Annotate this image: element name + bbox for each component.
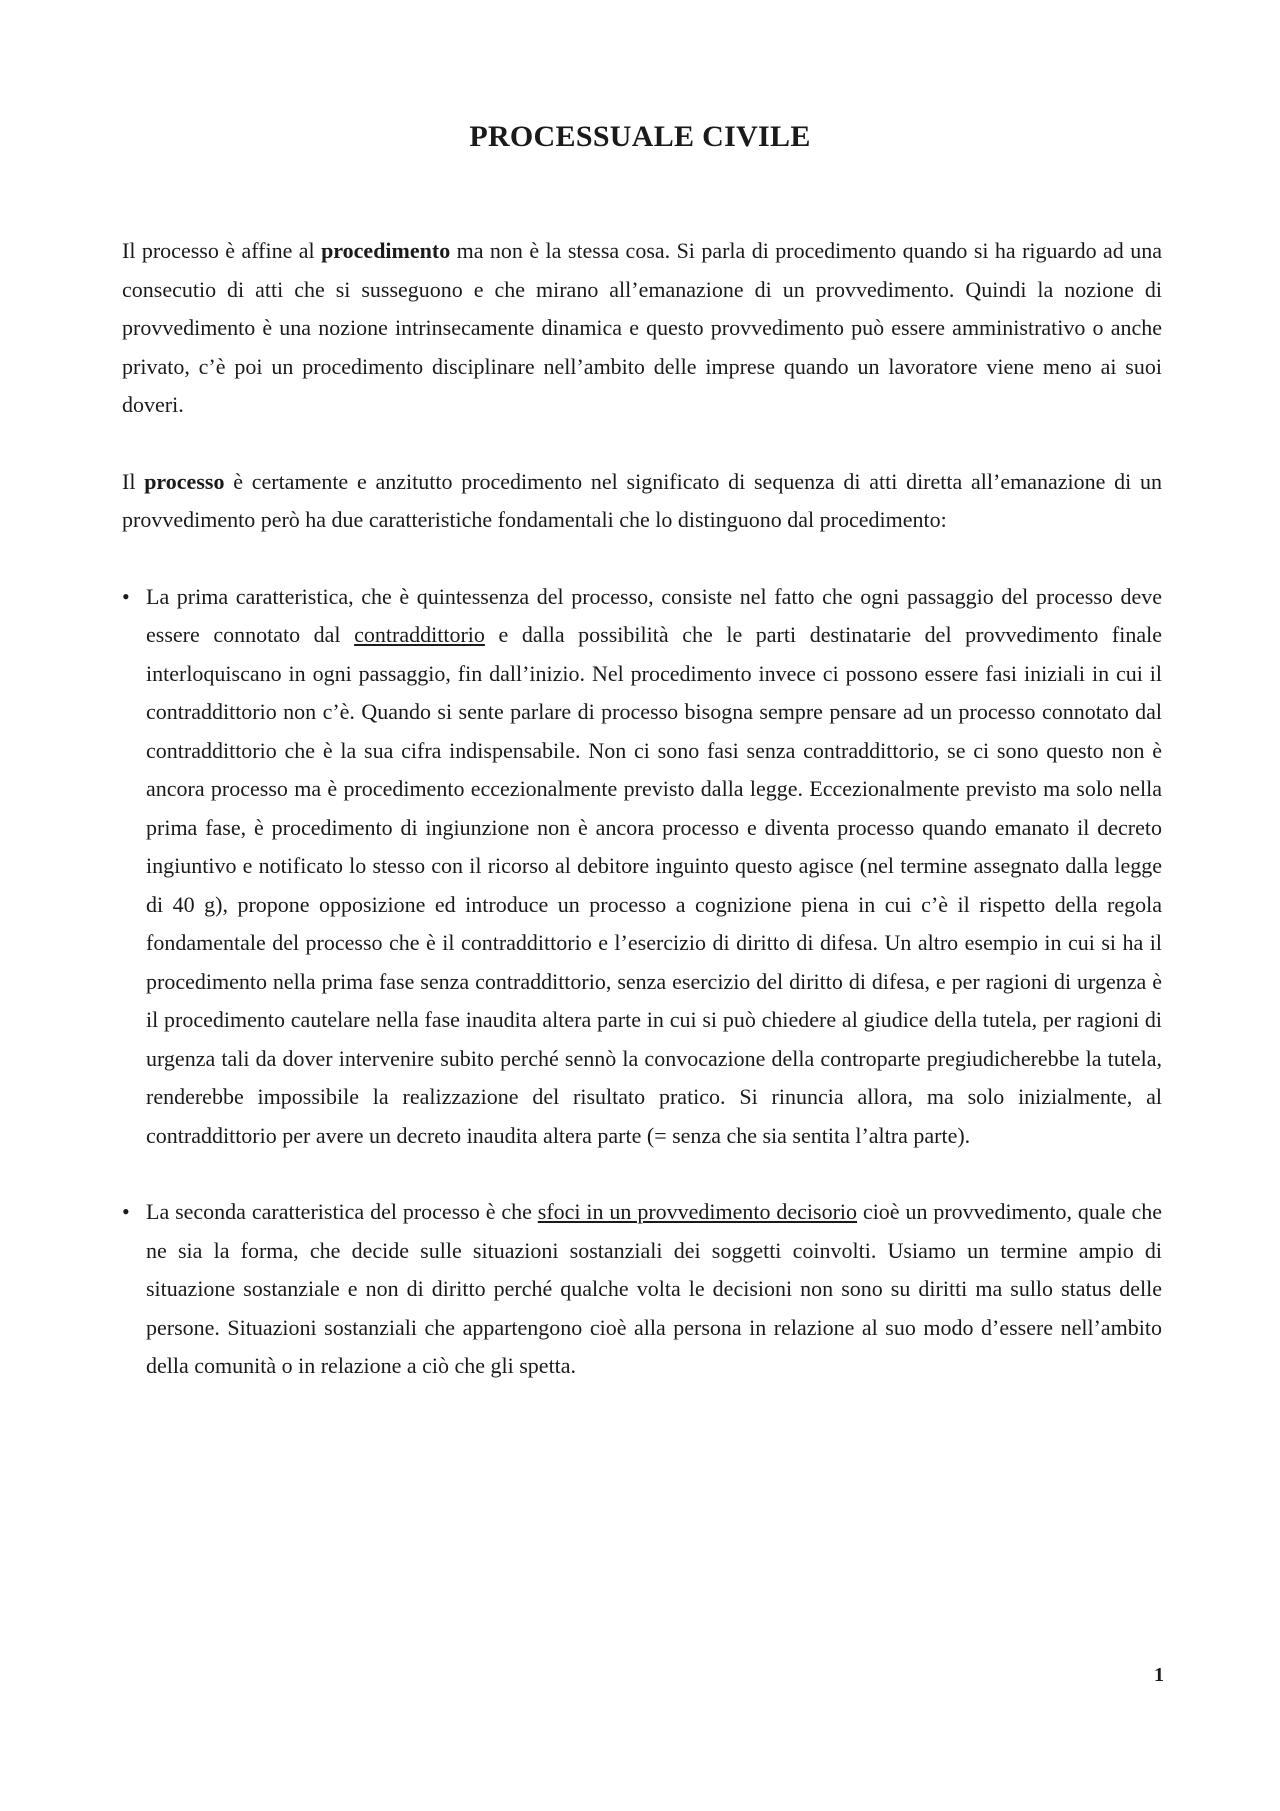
document-body — [122, 232, 1162, 1424]
list-item-text: e dalla possibilità che le parti destinatarie del provvedimento finale interloquiscano in ogni passaggio, fin dall’inizio. Nel procedimento invece ci possono essere fasi iniziali in cui il contraddittorio non c’è. Quando si sente parlare di processo bisogna sempre pensare ad un processo connotato dal contraddittorio che è la sua cifra indispensabile. Non ci sono fasi senza contraddittorio, se ci sono questo non è ancora processo ma è procedimento eccezionalmente previsto dalla legge. Eccezionalmente previsto ma solo nella prima fase, è procedimento di ingiunzione non è ancora processo e diventa processo quando emanato il decreto ingiuntivo e notificato lo stesso con il ricorso al debitore inguinto questo agisce (nel termine assegnato dalla legge di 40 g), propone opposizione ed introduce un processo a cognizione piena in cui c’è il rispetto della regola fondamentale del processo che è il contraddittorio e l’esercizio di diritto di difesa. Un altro esempio in cui si ha il procedimento nella prima fase senza contraddittorio, senza esercizio del diritto di difesa, e per ragioni di urgenza è il procedimento cautelare nella fase inaudita altera parte in cui si può chiedere al giudice della tutela, per ragioni di urgenza tali da dover intervenire subito perché sennò la convocazione della controparte pregiudicherebbe la tutela, renderebbe impossibile la realizzazione del risultato pratico. Si rinuncia allora, ma solo inizialmente, al contraddittorio per avere un decreto inaudita altera parte (= senza che sia sentita l’altra parte). — [146, 622, 1163, 1148]
bullet-icon: • — [122, 583, 130, 609]
list-item-text: La prima caratteristica, che è quintessenza del processo, consiste nel fatto che ogni passaggio del processo deve essere connotato dal — [146, 583, 1162, 647]
characteristics-list — [122, 578, 1162, 1386]
paragraph-text: Il processo è affine al — [122, 238, 322, 263]
list-item-text: La seconda caratteristica del processo è che — [146, 1199, 538, 1224]
paragraph-text: Il — [122, 468, 145, 494]
paragraph-intro — [122, 232, 1162, 425]
page-title: PROCESSUALE CIVILE — [469, 120, 811, 153]
list-item-first-characteristic — [122, 578, 1162, 1156]
list-item-text: cioè un provvedimento, quale che ne sia la forma, che decide sulle situazioni sostanziali dei soggetti coinvolti. Usiamo un termine ampio di situazione sostanziale e non di diritto perché qualche volta le decisioni non sono su diritti ma sullo status delle persone. Situazioni sostanziali che appartengono cioè alla persona in relazione al suo modo d’essere nell’ambito della comunità o in relazione a ciò che gli spetta. — [146, 1199, 1162, 1378]
underlined-term-provvedimento-decisorio: sfoci in un provvedimento decisorio — [537, 1199, 858, 1224]
paragraph-processo — [122, 463, 1162, 540]
bold-term-procedimento: procedimento — [321, 238, 451, 263]
page-number: 1 — [1154, 1664, 1164, 1686]
list-item-second-characteristic — [122, 1193, 1162, 1386]
underlined-term-contraddittorio: contraddittorio — [354, 622, 485, 647]
paragraph-text: ma non è la stessa cosa. Si parla di procedimento quando si ha riguardo ad una consecutio di atti che si susseguono e che mirano all’emanazione di un provvedimento. Quindi la nozione di provvedimento è una nozione intrinsecamente dinamica e questo provvedimento può essere amministrativo o anche privato, c’è poi un procedimento disciplinare nell’ambito delle imprese quando un lavoratore viene meno ai suoi doveri. — [122, 238, 1162, 417]
bullet-icon: • — [122, 1199, 130, 1224]
bold-term-processo: processo — [144, 468, 225, 494]
paragraph-text: è certamente e anzitutto procedimento nel significato di sequenza di atti diretta all’emanazione di un provvedimento però ha due caratteristiche fondamentali che lo distinguono dal procedimento: — [122, 468, 1162, 532]
